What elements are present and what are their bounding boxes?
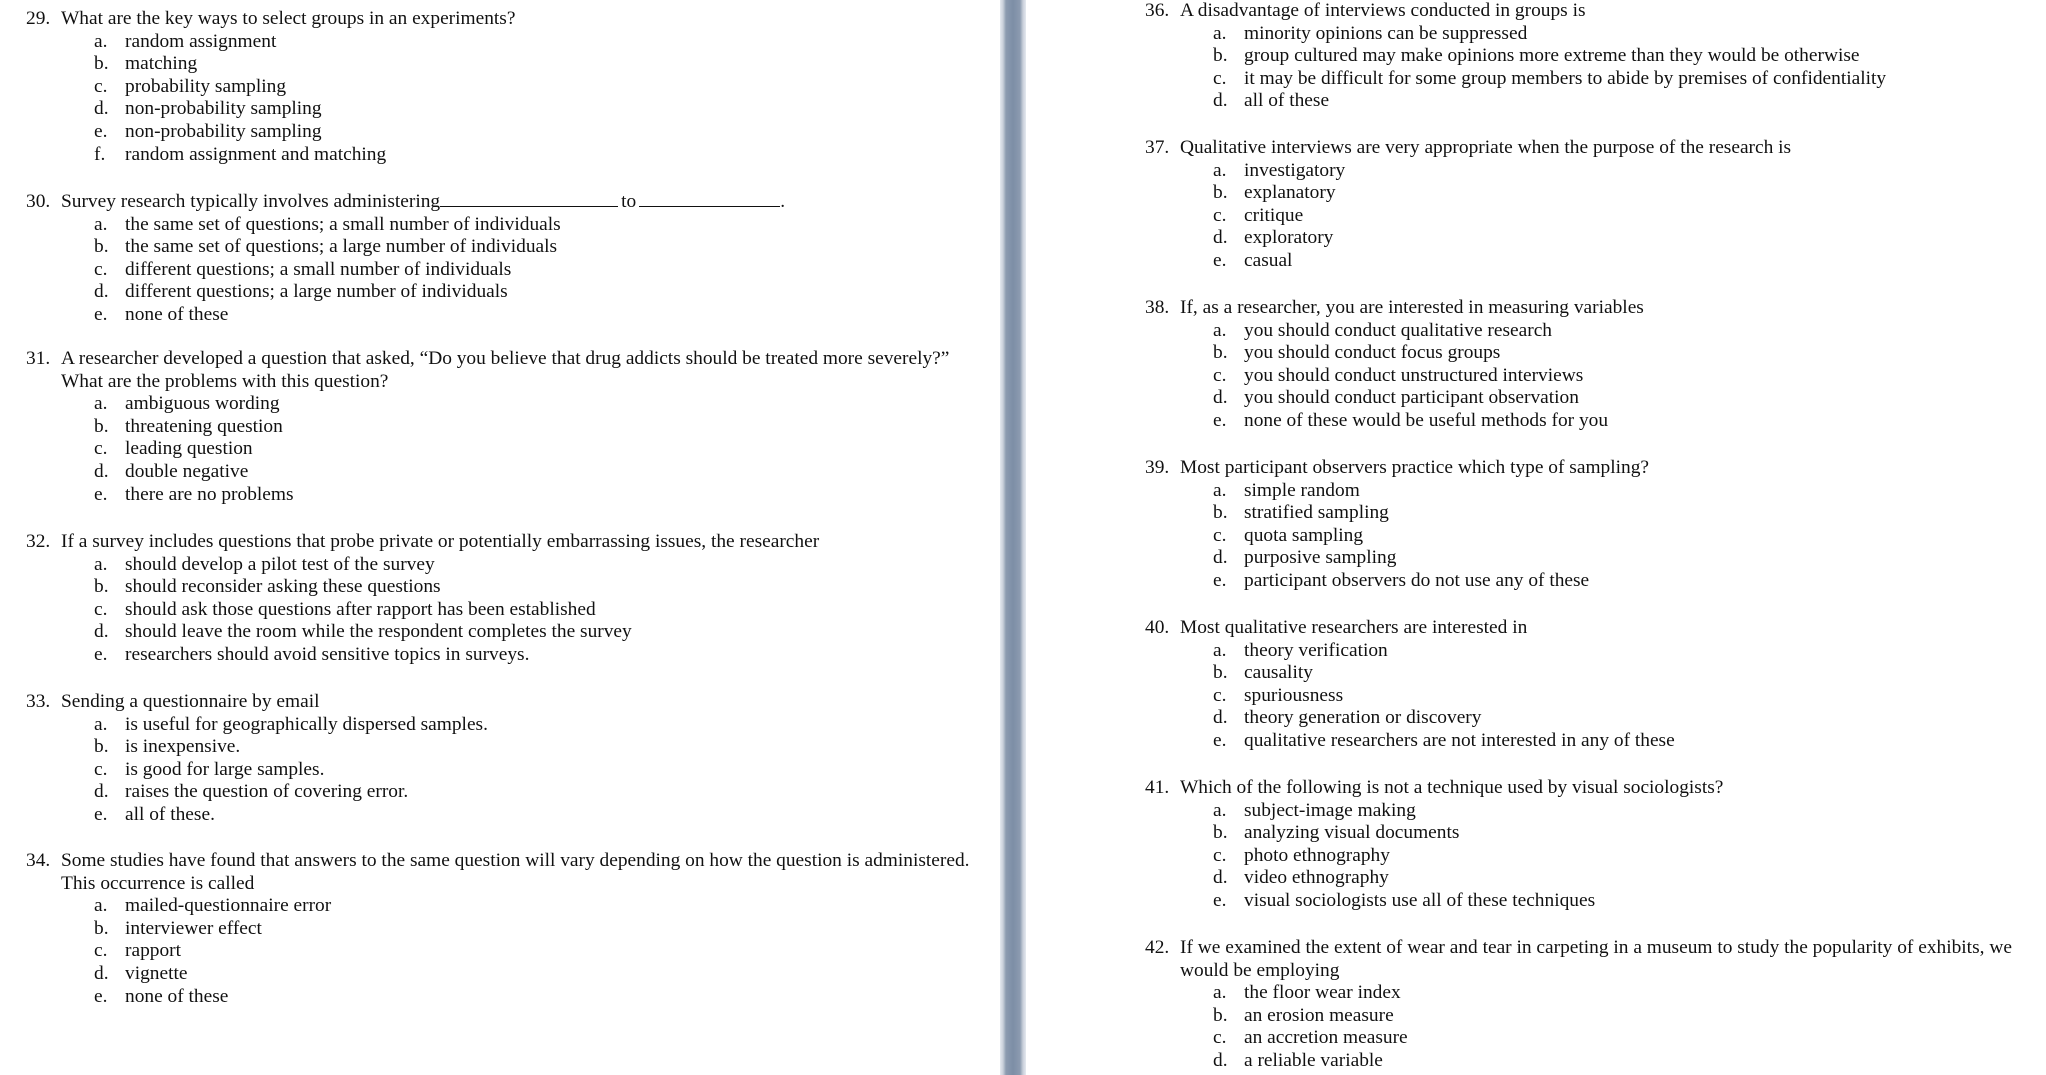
option-text: rapport — [125, 940, 181, 962]
option-letter: d. — [94, 621, 109, 643]
option-letter: e. — [1213, 889, 1227, 911]
question-stem — [1145, 937, 2045, 982]
question-stem — [1145, 297, 2045, 320]
option-text: you should conduct focus groups — [1244, 342, 1501, 364]
option-row — [1213, 1027, 2045, 1050]
option-text: you should conduct participant observation — [1244, 387, 1579, 409]
option-text: explanatory — [1244, 182, 1336, 204]
question-stem — [26, 691, 986, 714]
option-row — [1213, 387, 2045, 410]
option-row — [1213, 365, 2045, 388]
option-row — [94, 438, 986, 461]
question-number: 36. — [1145, 0, 1170, 21]
option-text: all of these. — [125, 803, 215, 825]
option-row — [1213, 68, 2045, 91]
option-row — [1213, 410, 2045, 433]
question-stem — [1145, 777, 2045, 800]
option-letter: b. — [1213, 342, 1228, 364]
option-row — [1213, 90, 2045, 113]
page-divider[interactable] — [1000, 0, 1026, 1075]
question-number: 30. — [26, 191, 51, 212]
option-text: causality — [1244, 662, 1313, 684]
option-row — [94, 736, 986, 759]
option-row — [94, 644, 986, 667]
option-row — [94, 781, 986, 804]
option-letter: e. — [94, 803, 108, 825]
option-text: mailed-questionnaire error — [125, 895, 332, 917]
option-text: matching — [125, 53, 198, 75]
question-block — [26, 531, 986, 667]
option-letter: e. — [1213, 729, 1227, 751]
option-list — [94, 214, 986, 327]
option-list — [94, 895, 986, 1008]
option-row — [1213, 1005, 2045, 1028]
option-letter: e. — [94, 985, 108, 1007]
option-text: minority opinions can be suppressed — [1244, 22, 1528, 44]
option-list — [1213, 320, 2045, 433]
option-letter: a. — [1213, 159, 1227, 181]
option-letter: b. — [94, 917, 109, 939]
option-row — [94, 236, 986, 259]
option-text: should ask those questions after rapport has been established — [125, 598, 596, 620]
option-text: investigatory — [1244, 159, 1346, 181]
option-text: theory generation or discovery — [1244, 707, 1482, 729]
option-text: raises the question of covering error. — [125, 781, 409, 803]
answer-blank — [440, 191, 618, 207]
option-text: spuriousness — [1244, 684, 1344, 706]
option-text: none of these — [125, 985, 229, 1007]
option-text: subject-image making — [1244, 799, 1416, 821]
option-letter: a. — [94, 713, 108, 735]
option-letter: e. — [1213, 409, 1227, 431]
option-row — [94, 714, 986, 737]
option-letter: c. — [1213, 524, 1227, 546]
option-row — [1213, 23, 2045, 46]
option-list — [1213, 480, 2045, 593]
option-text: an erosion measure — [1244, 1004, 1394, 1026]
option-text: visual sociologists use all of these techniques — [1244, 889, 1596, 911]
question-block — [26, 348, 986, 506]
option-letter: a. — [94, 553, 108, 575]
option-row — [1213, 205, 2045, 228]
question-text-mid: to — [621, 191, 637, 212]
option-letter: a. — [94, 895, 108, 917]
question-text: Some studies have found that answers to the same question will vary depending on how the question is administered. This occurrence is called — [61, 850, 970, 894]
question-number: 41. — [1145, 777, 1170, 798]
option-text: vignette — [125, 962, 188, 984]
option-row — [1213, 800, 2045, 823]
question-number: 40. — [1145, 617, 1170, 638]
option-text: probability sampling — [125, 75, 287, 97]
question-number: 32. — [26, 531, 51, 552]
option-text: casual — [1244, 249, 1293, 271]
option-text: the same set of questions; a small number of individuals — [125, 213, 561, 235]
option-text: analyzing visual documents — [1244, 822, 1460, 844]
option-text: simple random — [1244, 479, 1360, 501]
question-block — [1145, 457, 2045, 593]
option-text: interviewer effect — [125, 917, 262, 939]
option-letter: d. — [94, 460, 109, 482]
question-number: 39. — [1145, 457, 1170, 478]
answer-blank — [639, 191, 780, 207]
option-row — [94, 144, 986, 167]
option-letter: a. — [1213, 799, 1227, 821]
option-row — [94, 76, 986, 99]
question-block — [1145, 777, 2045, 913]
question-block — [26, 8, 986, 166]
option-text: the floor wear index — [1244, 982, 1401, 1004]
question-block — [1145, 0, 2045, 113]
option-letter: b. — [94, 236, 109, 258]
question-block — [26, 850, 986, 1008]
option-row — [94, 576, 986, 599]
option-row — [94, 804, 986, 827]
question-block — [1145, 937, 2045, 1073]
option-row — [1213, 502, 2045, 525]
question-block — [26, 191, 986, 327]
option-letter: a. — [1213, 639, 1227, 661]
option-letter: f. — [94, 143, 106, 165]
option-letter: a. — [94, 213, 108, 235]
option-row — [94, 31, 986, 54]
option-text: non-probability sampling — [125, 98, 322, 120]
option-letter: b. — [1213, 45, 1228, 67]
option-text: an accretion measure — [1244, 1027, 1408, 1049]
option-text: quota sampling — [1244, 524, 1364, 546]
option-text: it may be difficult for some group members to abide by premises of confidentiality — [1244, 67, 1887, 89]
option-text: researchers should avoid sensitive topics in surveys. — [125, 643, 530, 665]
option-row — [1213, 1050, 2045, 1073]
option-row — [1213, 227, 2045, 250]
question-number: 31. — [26, 348, 51, 369]
option-text: none of these — [125, 303, 229, 325]
option-list — [94, 31, 986, 167]
option-letter: a. — [1213, 319, 1227, 341]
option-row — [1213, 250, 2045, 273]
option-text: threatening question — [125, 415, 283, 437]
option-row — [1213, 707, 2045, 730]
question-text: What are the key ways to select groups in an experiments? — [61, 8, 516, 29]
question-text: If, as a researcher, you are interested in measuring variables — [1180, 297, 1644, 318]
option-row — [94, 98, 986, 121]
option-letter: c. — [94, 598, 108, 620]
option-row — [94, 759, 986, 782]
question-text: Qualitative interviews are very appropriate when the purpose of the research is — [1180, 137, 1792, 158]
option-letter: e. — [1213, 569, 1227, 591]
option-letter: e. — [94, 483, 108, 505]
option-letter: d. — [1213, 707, 1228, 729]
option-letter: d. — [94, 962, 109, 984]
option-letter: c. — [94, 438, 108, 460]
question-text-end: . — [780, 191, 786, 212]
question-block — [1145, 617, 2045, 753]
option-letter: d. — [94, 98, 109, 120]
option-row — [1213, 890, 2045, 913]
option-letter: b. — [1213, 662, 1228, 684]
option-row — [94, 940, 986, 963]
option-row — [94, 895, 986, 918]
option-letter: a. — [94, 393, 108, 415]
option-text: exploratory — [1244, 227, 1334, 249]
question-text: If we examined the extent of wear and tear in carpeting in a museum to study the popularity of exhibits, we would be employing — [1180, 937, 2012, 981]
option-row — [94, 986, 986, 1009]
option-list — [1213, 640, 2045, 753]
option-letter: c. — [94, 258, 108, 280]
option-row — [94, 461, 986, 484]
option-row — [1213, 320, 2045, 343]
option-row — [1213, 662, 2045, 685]
option-text: you should conduct qualitative research — [1244, 319, 1552, 341]
question-text — [61, 191, 986, 214]
option-letter: a. — [1213, 22, 1227, 44]
option-letter: e. — [94, 643, 108, 665]
option-list — [1213, 982, 2045, 1072]
option-list — [94, 554, 986, 667]
question-stem — [1145, 137, 2045, 160]
option-letter: e. — [94, 120, 108, 142]
option-letter: b. — [1213, 182, 1228, 204]
option-letter: b. — [1213, 502, 1228, 524]
option-letter: d. — [1213, 90, 1228, 112]
question-stem — [1145, 617, 2045, 640]
option-text: random assignment — [125, 30, 277, 52]
question-number: 42. — [1145, 937, 1170, 958]
option-text: should reconsider asking these questions — [125, 576, 441, 598]
option-row — [1213, 160, 2045, 183]
option-text: none of these would be useful methods for you — [1244, 409, 1609, 431]
option-letter: c. — [1213, 364, 1227, 386]
option-row — [94, 281, 986, 304]
option-row — [94, 918, 986, 941]
option-text: is useful for geographically dispersed samples. — [125, 713, 488, 735]
option-row — [94, 621, 986, 644]
option-letter: c. — [1213, 204, 1227, 226]
option-text: a reliable variable — [1244, 1049, 1383, 1071]
option-row — [1213, 480, 2045, 503]
option-row — [1213, 342, 2045, 365]
option-text: is inexpensive. — [125, 736, 241, 758]
option-text: group cultured may make opinions more extreme than they would be otherwise — [1244, 45, 1860, 67]
option-letter: c. — [1213, 684, 1227, 706]
option-text: should leave the room while the respondent completes the survey — [125, 621, 632, 643]
question-stem — [1145, 457, 2045, 480]
option-row — [94, 53, 986, 76]
option-letter: e. — [1213, 249, 1227, 271]
question-stem — [26, 850, 986, 895]
option-text: purposive sampling — [1244, 547, 1397, 569]
question-block — [1145, 297, 2045, 433]
option-letter: d. — [94, 281, 109, 303]
option-row — [94, 963, 986, 986]
question-text: Most participant observers practice which type of sampling? — [1180, 457, 1650, 478]
option-letter: d. — [1213, 867, 1228, 889]
option-letter: d. — [1213, 387, 1228, 409]
option-text: you should conduct unstructured interviews — [1244, 364, 1584, 386]
option-row — [94, 214, 986, 237]
option-row — [94, 599, 986, 622]
option-row — [1213, 822, 2045, 845]
option-text: participant observers do not use any of these — [1244, 569, 1590, 591]
option-row — [1213, 570, 2045, 593]
option-letter: a. — [94, 30, 108, 52]
option-letter: b. — [94, 576, 109, 598]
question-stem — [1145, 0, 2045, 23]
option-letter: b. — [94, 736, 109, 758]
question-text: Sending a questionnaire by email — [61, 691, 320, 712]
option-letter: d. — [94, 781, 109, 803]
option-list — [1213, 800, 2045, 913]
option-row — [94, 416, 986, 439]
question-number: 38. — [1145, 297, 1170, 318]
question-stem — [26, 348, 986, 393]
option-row — [94, 484, 986, 507]
option-letter: e. — [94, 303, 108, 325]
option-text: leading question — [125, 438, 253, 460]
option-list — [1213, 23, 2045, 113]
left-page — [0, 0, 1000, 1075]
question-text: Most qualitative researchers are interested in — [1180, 617, 1528, 638]
option-list — [1213, 160, 2045, 273]
option-text: non-probability sampling — [125, 120, 322, 142]
question-text: Which of the following is not a technique used by visual sociologists? — [1180, 777, 1724, 798]
question-number: 34. — [26, 850, 51, 871]
right-page — [1026, 0, 2046, 1075]
option-letter: b. — [94, 53, 109, 75]
option-letter: d. — [1213, 227, 1228, 249]
option-row — [1213, 867, 2045, 890]
question-stem — [26, 8, 986, 31]
question-number: 37. — [1145, 137, 1170, 158]
question-text: A disadvantage of interviews conducted in groups is — [1180, 0, 1586, 21]
question-text-start: Survey research typically involves administering — [61, 191, 441, 212]
option-list — [94, 393, 986, 506]
option-letter: b. — [1213, 822, 1228, 844]
option-letter: a. — [1213, 982, 1227, 1004]
option-text: all of these — [1244, 90, 1330, 112]
option-letter: c. — [94, 75, 108, 97]
option-text: random assignment and matching — [125, 143, 387, 165]
option-text: photo ethnography — [1244, 844, 1390, 866]
option-text: qualitative researchers are not interested in any of these — [1244, 729, 1675, 751]
option-text: double negative — [125, 460, 249, 482]
option-row — [1213, 845, 2045, 868]
question-block — [26, 691, 986, 827]
option-letter: c. — [94, 940, 108, 962]
option-letter: b. — [1213, 1004, 1228, 1026]
option-list — [94, 714, 986, 827]
option-row — [1213, 525, 2045, 548]
option-letter: a. — [1213, 479, 1227, 501]
option-text: stratified sampling — [1244, 502, 1389, 524]
question-number: 29. — [26, 8, 51, 29]
option-text: the same set of questions; a large number of individuals — [125, 236, 558, 258]
option-row — [1213, 685, 2045, 708]
option-row — [1213, 982, 2045, 1005]
option-text: critique — [1244, 204, 1304, 226]
question-stem — [26, 531, 986, 554]
option-text: is good for large samples. — [125, 758, 325, 780]
question-text: If a survey includes questions that probe private or potentially embarrassing issues, the researcher — [61, 531, 820, 552]
option-text: ambiguous wording — [125, 393, 280, 415]
question-stem — [26, 191, 986, 214]
option-letter: c. — [1213, 844, 1227, 866]
option-row — [1213, 547, 2045, 570]
question-text: A researcher developed a question that asked, “Do you believe that drug addicts should be treated more severely?” What are the problems with this question? — [61, 348, 950, 392]
option-text: different questions; a small number of individuals — [125, 258, 512, 280]
question-number: 33. — [26, 691, 51, 712]
option-row — [1213, 640, 2045, 663]
option-row — [1213, 730, 2045, 753]
option-letter: c. — [94, 758, 108, 780]
option-letter: c. — [1213, 67, 1227, 89]
option-row — [94, 304, 986, 327]
option-text: there are no problems — [125, 483, 294, 505]
option-row — [94, 259, 986, 282]
question-block — [1145, 137, 2045, 273]
option-letter: d. — [1213, 547, 1228, 569]
option-letter: d. — [1213, 1049, 1228, 1071]
option-row — [1213, 182, 2045, 205]
option-text: theory verification — [1244, 639, 1388, 661]
option-letter: b. — [94, 415, 109, 437]
option-row — [1213, 45, 2045, 68]
option-row — [94, 121, 986, 144]
option-row — [94, 393, 986, 416]
option-text: different questions; a large number of individuals — [125, 281, 508, 303]
option-text: should develop a pilot test of the survey — [125, 553, 435, 575]
option-text: video ethnography — [1244, 867, 1389, 889]
option-letter: c. — [1213, 1027, 1227, 1049]
option-row — [94, 554, 986, 577]
